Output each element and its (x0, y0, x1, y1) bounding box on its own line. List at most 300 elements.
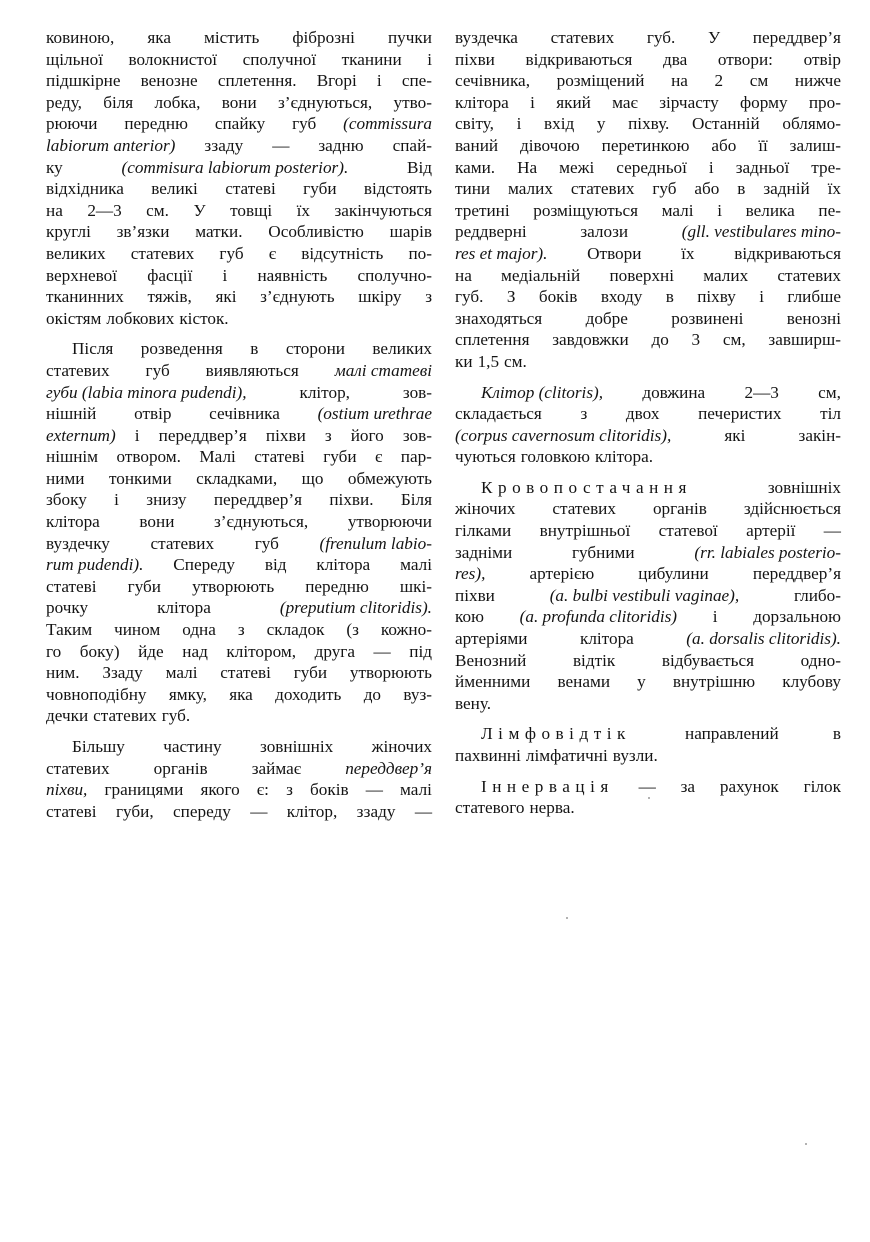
text-fragment: rum pudendi). (46, 555, 144, 575)
text-fragment: великі (151, 179, 198, 199)
paragraph-gap (455, 373, 841, 382)
text-line (455, 498, 841, 520)
text-fragment: (commissura (343, 114, 432, 134)
text-line (46, 684, 432, 706)
text-fragment: Особливістю (268, 222, 364, 242)
paragraph-gap (455, 714, 841, 723)
text-fragment: в (665, 287, 674, 307)
text-fragment: спереду (173, 801, 231, 821)
text-line (455, 70, 841, 92)
text-fragment: вену. (455, 693, 492, 713)
text-fragment: відтік (572, 650, 616, 670)
text-fragment: його (350, 425, 384, 445)
text-fragment: переддвер’я (158, 425, 247, 445)
text-line (455, 178, 841, 200)
text-fragment: ваний (455, 135, 499, 155)
text-fragment: У (707, 28, 721, 47)
text-fragment: 2—3 (744, 382, 779, 402)
text-fragment: (ostium urethrae (317, 404, 432, 424)
text-fragment: 2 (714, 71, 724, 91)
text-fragment: зов- (402, 425, 432, 445)
text-fragment: ки (455, 351, 473, 371)
text-line (455, 563, 841, 585)
text-fragment: см, (722, 330, 746, 350)
text-fragment: тіл (820, 404, 841, 424)
text-line (46, 779, 432, 801)
text-fragment: дорзальною (753, 607, 841, 627)
text-fragment: складками, (196, 468, 278, 488)
text-fragment: res et major). (455, 243, 548, 263)
text-fragment: лобкових (106, 308, 175, 328)
text-line (46, 425, 432, 447)
text-fragment: двох (625, 404, 660, 424)
text-fragment: відкриваються (734, 243, 841, 263)
text-fragment: складок (266, 620, 325, 640)
text-fragment: венами (557, 672, 611, 692)
text-line (46, 265, 432, 287)
text-fragment: підшкірне (46, 71, 121, 91)
text-fragment: губи (323, 447, 357, 467)
text-fragment: відхідника (46, 179, 124, 199)
text-line (455, 27, 841, 49)
text-fragment: Більшу (72, 737, 125, 756)
text-fragment: статевих (552, 499, 616, 519)
text-line (46, 619, 432, 641)
text-line (455, 745, 841, 767)
text-fragment: на (46, 200, 63, 220)
text-line (455, 776, 841, 798)
text-fragment: губи (labia minora pudendi), (46, 382, 247, 402)
text-fragment: сполучно- (357, 265, 432, 285)
text-fragment: відстоять (363, 179, 432, 199)
text-fragment: в (250, 339, 259, 359)
paragraph-gap (455, 767, 841, 776)
text-fragment: або (694, 179, 720, 199)
text-fragment: до (363, 684, 382, 704)
text-line (455, 200, 841, 222)
text-fragment: реду, (46, 92, 82, 112)
text-line (46, 705, 432, 727)
text-line (46, 338, 432, 360)
text-fragment: залиш- (789, 135, 841, 155)
text-fragment: кою (455, 607, 484, 627)
text-fragment: зов- (402, 382, 432, 402)
text-fragment: малі (661, 200, 694, 220)
text-fragment: пучки (387, 28, 432, 47)
text-line (455, 92, 841, 114)
text-fragment: нішнім (46, 447, 99, 467)
text-fragment: піхви (265, 425, 306, 445)
text-fragment: зв’язки (116, 222, 170, 242)
text-fragment: зовнішніх (767, 477, 841, 497)
text-line (46, 533, 432, 555)
text-fragment: велика (745, 200, 795, 220)
text-fragment: відкриваються (525, 49, 633, 69)
text-fragment: Біля (400, 490, 432, 510)
text-line (455, 477, 841, 499)
text-fragment: під (409, 641, 432, 661)
text-fragment: товщі (230, 200, 273, 220)
text-fragment: закінчуються (334, 200, 432, 220)
text-fragment: окістям (46, 308, 102, 328)
scan-speck (805, 1143, 807, 1145)
text-fragment: органів (652, 499, 707, 519)
text-fragment: (preputium clitoridis). (279, 598, 432, 618)
text-fragment: пахвинні (455, 746, 521, 765)
text-fragment: третині (455, 200, 510, 220)
text-line (46, 758, 432, 780)
text-fragment: клубову (782, 672, 841, 692)
text-fragment: волокнистої (128, 49, 218, 69)
text-fragment: піхви, (46, 780, 88, 800)
text-fragment: Отвори (587, 243, 642, 263)
text-fragment: глибо- (793, 585, 841, 605)
text-fragment: Клітор (clitoris), (481, 382, 604, 402)
text-fragment: біля (103, 92, 134, 112)
text-fragment: є: (256, 780, 269, 800)
text-fragment: губ. (161, 706, 191, 726)
text-fragment: печеристих (698, 404, 782, 424)
text-fragment: (gll. vestibulares mino- (681, 222, 841, 242)
text-fragment: статевих (46, 758, 110, 778)
text-line (46, 113, 432, 135)
text-fragment: сечівника, (455, 71, 530, 91)
text-fragment: межі (559, 157, 595, 177)
text-fragment: утворюючи (347, 512, 432, 532)
text-fragment: над (182, 641, 208, 661)
text-fragment: боків (310, 780, 349, 800)
text-fragment: статевих (130, 243, 195, 263)
text-fragment: утво- (393, 92, 432, 112)
text-fragment: ками. (455, 157, 496, 177)
text-fragment: і (114, 490, 119, 510)
text-fragment: ззаду (356, 801, 396, 821)
text-fragment: головкою (520, 447, 590, 467)
text-fragment: з (580, 404, 588, 424)
text-fragment: розміщуються (533, 200, 638, 220)
text-fragment: спайку (214, 114, 266, 134)
text-fragment: венозне (140, 71, 198, 91)
text-fragment: і (134, 425, 140, 445)
text-fragment: (a. bulbi vestibuli vaginae), (549, 585, 740, 605)
text-fragment: спай- (392, 135, 432, 155)
text-fragment: середньої (616, 157, 687, 177)
text-fragment: вуздечка (455, 28, 518, 47)
text-fragment: У (193, 200, 206, 220)
text-fragment: — (638, 776, 656, 796)
text-fragment: на (455, 265, 472, 285)
text-fragment: утворюють (349, 663, 432, 683)
text-fragment: губ (254, 533, 279, 553)
text-fragment: статевих (150, 533, 215, 553)
text-line (455, 797, 841, 819)
text-fragment: до (651, 330, 669, 350)
text-fragment: малих (508, 179, 553, 199)
text-fragment: одно- (800, 650, 841, 670)
text-fragment: Малі (199, 447, 236, 467)
text-fragment: переддвер’я (752, 564, 841, 584)
text-fragment: сторони (285, 339, 345, 359)
text-line (46, 200, 432, 222)
text-fragment: два (663, 49, 688, 69)
text-fragment: пар- (400, 447, 432, 467)
text-fragment: губи (303, 179, 337, 199)
text-fragment: отвори: (717, 49, 773, 69)
text-line (455, 650, 841, 672)
text-fragment: закін- (798, 425, 841, 445)
text-fragment: від (264, 555, 287, 575)
text-line (46, 286, 432, 308)
text-line (455, 329, 841, 351)
text-fragment: шкі- (399, 576, 432, 596)
text-fragment: labiorum anterior) (46, 135, 176, 155)
text-fragment: тонкими (108, 468, 172, 488)
text-fragment: відсутність (301, 243, 384, 263)
text-fragment: матки. (195, 222, 243, 242)
text-fragment: клітора (316, 555, 371, 575)
text-line (455, 243, 841, 265)
text-fragment: їх (827, 179, 841, 199)
text-fragment: зірчасту (659, 92, 719, 112)
text-fragment: обмежують (347, 468, 432, 488)
text-fragment: здійснюється (743, 499, 841, 519)
text-fragment: сполучної (242, 49, 317, 69)
text-fragment: рюючи (46, 114, 98, 134)
text-fragment: губними (572, 542, 635, 562)
text-line (46, 27, 432, 49)
text-fragment: 2—3 (87, 200, 122, 220)
text-fragment: і (708, 157, 714, 177)
text-fragment: піхви. (329, 490, 374, 510)
text-fragment: завдовжки (552, 330, 629, 350)
text-fragment: (a. dorsalis clitoridis). (686, 629, 841, 649)
text-fragment: утворюють (192, 576, 275, 596)
text-fragment: (commisura labiorum posterior). (121, 157, 349, 177)
text-line (455, 585, 841, 607)
right-text-column (455, 27, 841, 819)
text-fragment: збоку (46, 490, 87, 510)
text-fragment: друга (314, 641, 355, 661)
text-fragment: границями (104, 780, 184, 800)
text-fragment: малі (400, 780, 432, 800)
text-line (455, 308, 841, 330)
text-line (46, 243, 432, 265)
text-line (46, 736, 432, 758)
text-fragment: тяжів, (147, 287, 192, 307)
text-fragment: см. (504, 351, 527, 371)
text-fragment: і (516, 114, 522, 134)
text-fragment: перетинкою (601, 135, 690, 155)
text-fragment: — (365, 780, 383, 800)
text-fragment: світу, (455, 114, 494, 134)
text-fragment: внутрішню (672, 672, 756, 692)
text-fragment: Ззаду (102, 663, 143, 683)
text-fragment: статеві (46, 801, 97, 821)
text-fragment: передню (305, 576, 369, 596)
text-fragment: має (612, 92, 638, 112)
text-fragment: клітора. (594, 447, 654, 467)
text-fragment: 1,5 (477, 351, 500, 371)
left-text-column (46, 27, 432, 822)
text-fragment: човноподібну (46, 684, 147, 704)
text-fragment: облямо- (782, 114, 841, 134)
text-fragment: з’єднують (260, 287, 335, 307)
text-fragment: верхневої (46, 265, 118, 285)
text-fragment: виявляються (205, 360, 299, 380)
text-fragment: ямку, (168, 684, 207, 704)
text-fragment: клітором, (226, 641, 297, 661)
text-line (455, 265, 841, 287)
text-fragment: направлений (685, 724, 779, 744)
text-line (455, 520, 841, 542)
text-fragment: їх (296, 200, 310, 220)
text-fragment: містить (203, 28, 260, 47)
text-fragment: складається (455, 404, 542, 424)
text-fragment: — (373, 641, 391, 661)
text-fragment: статевих (550, 28, 615, 47)
text-fragment: є (268, 243, 277, 263)
text-fragment: клітора (579, 629, 634, 649)
text-line (455, 135, 841, 157)
text-fragment: переддвер’я (345, 758, 432, 778)
text-fragment: статеві (225, 179, 276, 199)
text-fragment: і (717, 200, 722, 220)
text-fragment: піхву (697, 287, 736, 307)
text-fragment: ку (46, 157, 63, 177)
text-fragment: у (637, 672, 646, 692)
text-fragment: тканини (341, 49, 402, 69)
text-fragment: статевих (93, 706, 157, 726)
text-fragment: клітора (455, 92, 509, 112)
text-fragment: частину (163, 737, 222, 756)
text-fragment: входу (600, 287, 643, 307)
text-fragment: тканинних (46, 287, 124, 307)
text-fragment: рахунок (719, 776, 779, 796)
text-fragment: внутрішньої (539, 521, 631, 541)
text-fragment: вони (221, 92, 257, 112)
text-fragment: — (823, 521, 841, 541)
text-fragment: вузли. (612, 746, 658, 765)
text-fragment: Останній (691, 114, 760, 134)
text-fragment: чином (114, 620, 161, 640)
text-fragment: нішній (46, 404, 97, 424)
text-fragment: дівочою (520, 135, 580, 155)
text-fragment: го (46, 641, 62, 661)
text-fragment: на (671, 71, 688, 91)
text-fragment: який (556, 92, 591, 112)
text-fragment: йменними (455, 672, 531, 692)
text-line (46, 641, 432, 663)
paragraph-gap (455, 468, 841, 477)
text-fragment: сплетення (455, 330, 530, 350)
text-fragment: жіночих (455, 499, 516, 519)
text-fragment: круглі (46, 222, 91, 242)
text-fragment: дечки (46, 706, 89, 726)
text-fragment: займає (251, 758, 302, 778)
text-fragment: статеві (220, 663, 271, 683)
text-line (455, 446, 841, 468)
text-fragment: Вгорі (316, 71, 357, 91)
text-fragment: фіброзні (292, 28, 355, 47)
text-fragment: Іннервація (481, 776, 614, 796)
text-fragment: великих (372, 339, 432, 359)
text-fragment: ним. (46, 663, 80, 683)
text-fragment: переддвер’я (752, 28, 841, 47)
text-fragment: боку) (79, 641, 120, 661)
text-fragment: поверхні (609, 265, 675, 285)
text-fragment: сплетення. (217, 71, 297, 91)
text-line (46, 92, 432, 114)
text-fragment: артерією (529, 564, 595, 584)
text-fragment: сечівника (209, 404, 280, 424)
scan-speck (566, 917, 568, 919)
text-fragment: (rr. labiales posterio- (694, 542, 841, 562)
text-fragment: res), (455, 564, 486, 584)
text-line (455, 113, 841, 135)
text-fragment: щільної (46, 49, 103, 69)
text-fragment: яка (147, 28, 171, 47)
text-fragment: завширш- (768, 330, 841, 350)
text-fragment: нерва. (529, 798, 575, 818)
text-fragment: Після (72, 339, 114, 359)
text-fragment: задньої (735, 157, 790, 177)
text-fragment: її (758, 135, 768, 155)
text-fragment: клітора (157, 598, 211, 618)
text-fragment: вони (139, 512, 175, 532)
text-fragment: губ. (455, 287, 484, 307)
text-fragment: ззаду (204, 135, 244, 155)
text-line (455, 221, 841, 243)
text-fragment: великих (46, 243, 106, 263)
text-fragment: зовнішніх (260, 737, 334, 756)
text-fragment: боків (538, 287, 578, 307)
text-line (46, 49, 432, 71)
text-fragment: йде (138, 641, 164, 661)
text-fragment: їх (681, 243, 695, 263)
text-fragment: вуз- (403, 684, 432, 704)
text-fragment: Лімфовідтік (481, 724, 631, 744)
text-fragment: з (286, 780, 293, 800)
text-line (46, 801, 432, 823)
text-fragment: отвором. (116, 447, 181, 467)
text-fragment: губи, (115, 801, 154, 821)
text-line (455, 425, 841, 447)
text-fragment: статеві (254, 447, 305, 467)
text-fragment: (frenulum labio- (319, 533, 432, 553)
text-fragment: Спереду (173, 555, 235, 575)
text-fragment: статевих (570, 179, 635, 199)
text-fragment: гілок (803, 776, 841, 796)
text-fragment: артеріями (455, 629, 528, 649)
text-fragment: з’єднуються, (278, 92, 373, 112)
text-fragment: у (596, 114, 606, 134)
text-fragment: по- (408, 243, 432, 263)
text-fragment: шкіру (358, 287, 402, 307)
scan-speck (648, 797, 650, 799)
text-fragment: глибше (787, 287, 841, 307)
text-line (455, 723, 841, 745)
text-fragment: — (272, 135, 290, 155)
text-fragment: рочку (46, 598, 89, 618)
text-fragment: статевих (777, 265, 841, 285)
text-fragment: (corpus cavernosum clitoridis), (455, 425, 672, 445)
text-fragment: externum) (46, 425, 116, 445)
text-fragment: тини (455, 179, 491, 199)
text-line (455, 671, 841, 693)
text-fragment: і (222, 265, 228, 285)
text-fragment: з’єднуються, (214, 512, 309, 532)
text-fragment: піхви (455, 585, 495, 605)
